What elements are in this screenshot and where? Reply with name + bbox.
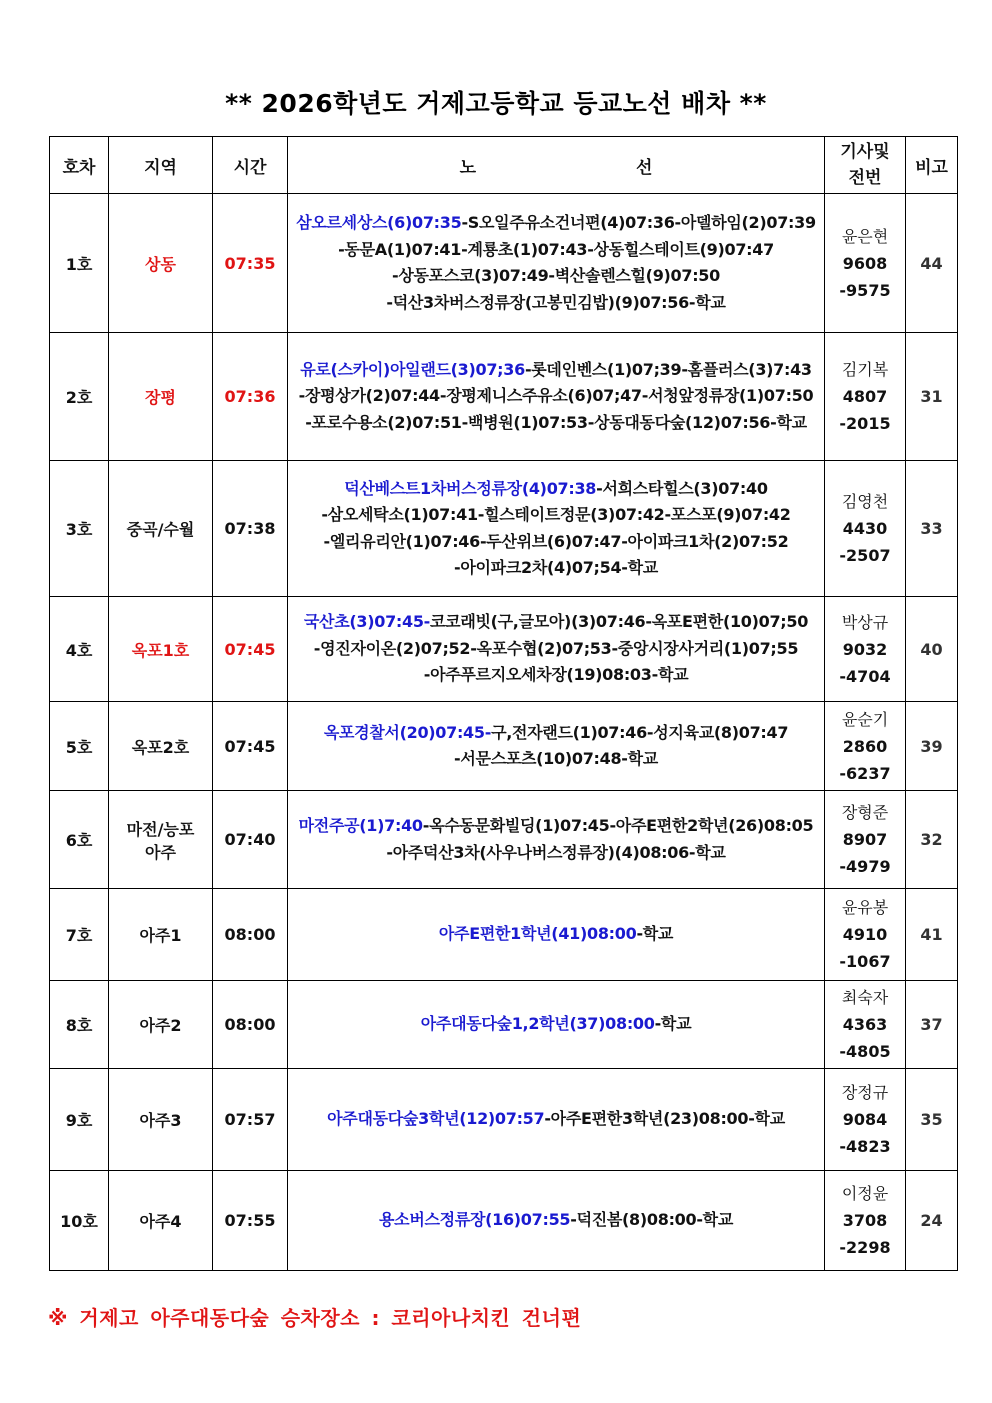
route-segment: -장평상가(2)07:44-장평제니스주유소(6)07;47-서청앞정류장(1)07:50 — [298, 386, 814, 406]
header-region: 지역 — [109, 137, 213, 194]
header-note: 비고 — [906, 137, 958, 194]
route-segment: -상동포스코(3)07:49-벽산솔렌스힐(9)07:50 — [392, 266, 720, 285]
route-start-stop: 아주대동다숲3학년(12)07:57 — [327, 1109, 545, 1129]
driver-phone-2: -2507 — [839, 546, 891, 565]
route-segment: -덕진봄(8)08:00-학교 — [570, 1210, 733, 1230]
route-segment: -학교 — [654, 1014, 692, 1034]
driver-phone-1: 9084 — [842, 1110, 888, 1129]
passenger-count: 32 — [906, 791, 958, 889]
departure-time: 07:38 — [213, 461, 288, 597]
bus-number: 3호 — [50, 461, 109, 597]
departure-time: 07:57 — [213, 1069, 288, 1171]
table-row — [50, 702, 958, 791]
driver-phone-1: 4363 — [842, 1015, 888, 1034]
route-start-stop: 마전주공(1)7:40 — [298, 816, 423, 835]
driver-phone-1: 4430 — [842, 519, 888, 538]
region: 아주2 — [109, 981, 213, 1069]
header-time: 시간 — [213, 137, 288, 194]
departure-time: 07:36 — [213, 333, 288, 461]
driver-name: 김영천 — [841, 492, 889, 511]
route-segment: -아주E편한3학년(23)08:00-학교 — [544, 1109, 785, 1129]
driver-phone-2: -2298 — [839, 1238, 891, 1257]
route-description — [288, 791, 825, 889]
route-description — [288, 981, 825, 1069]
passenger-count: 39 — [906, 702, 958, 791]
region: 장평 — [109, 333, 213, 461]
driver-contact — [825, 461, 906, 597]
departure-time: 08:00 — [213, 889, 288, 981]
route-segment: -학교 — [636, 924, 674, 944]
route-description — [288, 597, 825, 702]
header-route-right: 선 — [636, 157, 653, 178]
region: 상동 — [109, 194, 213, 333]
header-driver — [825, 137, 906, 194]
driver-phone-2: -4979 — [839, 857, 891, 876]
bus-number: 1호 — [50, 194, 109, 333]
bus-number: 4호 — [50, 597, 109, 702]
region: 아주1 — [109, 889, 213, 981]
route-start-stop: 아주대동다숲1,2학년(37)08:00 — [420, 1014, 655, 1034]
bus-route-table — [49, 136, 958, 1271]
departure-time: 07:55 — [213, 1171, 288, 1271]
table-row — [50, 981, 958, 1069]
region: 아주3 — [109, 1069, 213, 1171]
region: 아주4 — [109, 1171, 213, 1271]
departure-time: 07:45 — [213, 702, 288, 791]
passenger-count: 37 — [906, 981, 958, 1069]
driver-name: 최숙자 — [841, 988, 889, 1007]
route-start-stop: 아주E편한1학년(41)08:00 — [438, 924, 637, 944]
driver-name: 윤유봉 — [841, 898, 889, 917]
header-driver-line1: 기사및 — [840, 142, 890, 162]
table-row — [50, 791, 958, 889]
driver-contact — [825, 981, 906, 1069]
route-description — [288, 461, 825, 597]
departure-time: 07:45 — [213, 597, 288, 702]
driver-contact — [825, 333, 906, 461]
region: 옥포2호 — [109, 702, 213, 791]
route-start-stop: 용소버스정류장(16)07:55 — [379, 1210, 571, 1230]
passenger-count: 24 — [906, 1171, 958, 1271]
driver-contact — [825, 597, 906, 702]
driver-phone-1: 2860 — [842, 736, 888, 756]
driver-name: 박상규 — [841, 612, 889, 632]
table-row — [50, 333, 958, 461]
bus-number: 2호 — [50, 333, 109, 461]
table-row — [50, 194, 958, 333]
header-bus-no: 호차 — [50, 137, 109, 194]
passenger-count: 41 — [906, 889, 958, 981]
driver-phone-1: 4807 — [842, 387, 888, 406]
header-driver-line2: 전번 — [848, 168, 882, 188]
route-start-stop: 삼오르세상스(6)07:35 — [296, 213, 462, 232]
driver-contact — [825, 791, 906, 889]
route-description — [288, 702, 825, 791]
departure-time: 07:35 — [213, 194, 288, 333]
departure-time: 07:40 — [213, 791, 288, 889]
boarding-footnote: ※ 거제고 아주대동다숲 승차장소 : 코리아나치킨 건너편 — [48, 1306, 582, 1330]
header-route-left: 노 — [459, 157, 476, 178]
route-start-stop: 유로(스카이)아일랜드(3)07;36 — [300, 359, 525, 379]
route-segment: -옥수동문화빌딩(1)07:45-아주E편한2학년(26)08:05 — [422, 816, 814, 835]
driver-phone-1: 8907 — [842, 830, 888, 849]
route-segment: 코코래빗(구,글모아)(3)07:46-옥포E편한(10)07;50 — [430, 612, 809, 632]
route-segment: -덕산3차버스정류장(고봉민김밥)(9)07:56-학교 — [386, 292, 726, 312]
driver-phone-2: -9575 — [839, 280, 891, 300]
bus-number: 5호 — [50, 702, 109, 791]
driver-name: 장정규 — [841, 1083, 889, 1102]
passenger-count: 33 — [906, 461, 958, 597]
route-segment: -서문스포츠(10)07:48-학교 — [454, 749, 658, 768]
route-description — [288, 194, 825, 333]
table-row — [50, 889, 958, 981]
driver-name: 이정윤 — [841, 1184, 889, 1203]
driver-contact — [825, 1171, 906, 1271]
driver-phone-2: -4704 — [839, 666, 891, 686]
route-start-stop: 덕산베스트1차버스정류장(4)07:38 — [344, 478, 597, 498]
passenger-count: 31 — [906, 333, 958, 461]
region: 마전/능포 아주 — [109, 791, 213, 889]
route-segment: -엘리유리안(1)07:46-두산위브(6)07:47-아이파크1차(2)07:52 — [323, 531, 789, 551]
table-row — [50, 461, 958, 597]
route-segment: -삼오세탁소(1)07:41-힐스테이트정문(3)07:42-포스포(9)07:42 — [321, 505, 791, 524]
driver-phone-1: 3708 — [842, 1211, 888, 1230]
region: 옥포1호 — [109, 597, 213, 702]
driver-phone-2: -6237 — [839, 763, 891, 783]
page-title: ** 2026학년도 거제고등학교 등교노선 배차 ** — [225, 89, 767, 118]
route-start-stop: 옥포경찰서(20)07:45- — [323, 722, 492, 742]
route-segment: -S오일주유소건너편(4)07:36-아델하임(2)07:39 — [461, 213, 816, 232]
table-header-row — [50, 137, 958, 194]
route-segment: -영진자이온(2)07;52-옥포수협(2)07;53-중앙시장사거리(1)07;55 — [313, 638, 799, 658]
route-segment: -아주덕산3차(사우나버스정류장)(4)08:06-학교 — [386, 842, 726, 862]
route-segment: -포로수용소(2)07:51-백병원(1)07:53-상동대동다숲(12)07:56-학교 — [305, 412, 807, 432]
route-start-stop: 국산초(3)07:45- — [303, 612, 431, 632]
departure-time: 08:00 — [213, 981, 288, 1069]
route-description — [288, 889, 825, 981]
bus-number: 8호 — [50, 981, 109, 1069]
driver-phone-2: -1067 — [839, 952, 891, 971]
driver-contact — [825, 702, 906, 791]
route-segment: -동문A(1)07:41-계룡초(1)07:43-상동힐스테이트(9)07:47 — [338, 239, 774, 259]
table-row — [50, 597, 958, 702]
route-description — [288, 333, 825, 461]
driver-phone-2: -4823 — [839, 1137, 891, 1156]
passenger-count: 35 — [906, 1069, 958, 1171]
driver-name: 김기복 — [841, 360, 889, 379]
region: 중곡/수월 — [109, 461, 213, 597]
driver-contact — [825, 1069, 906, 1171]
driver-phone-2: -2015 — [839, 414, 891, 433]
route-description — [288, 1171, 825, 1271]
bus-number: 7호 — [50, 889, 109, 981]
driver-phone-1: 9032 — [842, 639, 888, 659]
header-route — [288, 137, 825, 194]
route-segment: -아이파크2차(4)07;54-학교 — [454, 558, 658, 577]
driver-contact — [825, 194, 906, 333]
driver-name: 장형준 — [841, 803, 889, 822]
route-segment: -롯데인벤스(1)07;39-홈플러스(3)7:43 — [524, 359, 812, 379]
table-row — [50, 1069, 958, 1171]
bus-number: 10호 — [50, 1171, 109, 1271]
route-segment: -아주푸르지오세차장(19)08:03-학교 — [423, 665, 689, 685]
table-row — [50, 1171, 958, 1271]
passenger-count: 44 — [906, 194, 958, 333]
bus-number: 6호 — [50, 791, 109, 889]
route-segment: -서희스타힐스(3)07:40 — [596, 478, 768, 498]
driver-phone-2: -4805 — [839, 1042, 891, 1061]
driver-name: 윤순기 — [841, 709, 889, 729]
route-description — [288, 1069, 825, 1171]
route-segment: 구,전자랜드(1)07:46-성지육교(8)07:47 — [491, 722, 789, 742]
driver-phone-1: 9608 — [842, 253, 888, 273]
bus-number: 9호 — [50, 1069, 109, 1171]
driver-contact — [825, 889, 906, 981]
driver-phone-1: 4910 — [842, 925, 888, 944]
driver-name: 윤은현 — [841, 226, 889, 246]
passenger-count: 40 — [906, 597, 958, 702]
